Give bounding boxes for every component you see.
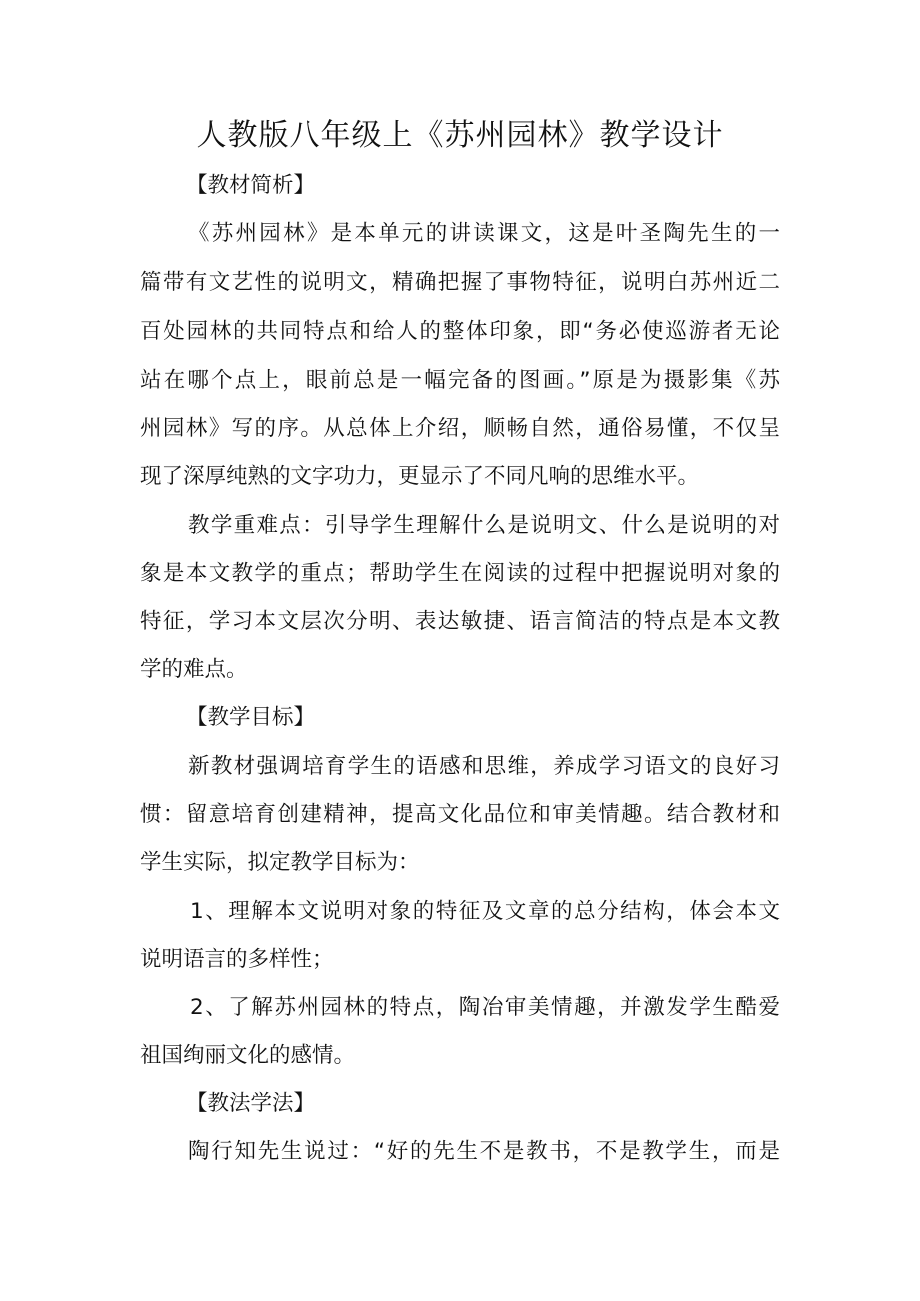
paragraph-line: 篇带有文艺性的说明文，精确把握了事物特征，说明白苏州近二 [140,270,780,295]
paragraph-line: 现了深厚纯熟的文字功力，更显示了不同凡响的思维水平。 [140,464,700,489]
paragraph-line: 象是本文教学的重点；帮助学生在阅读的过程中把握说明对象的 [140,561,780,586]
paragraph-line: 特征，学习本文层次分明、表达敏捷、语言简洁的特点是本文教 [140,609,780,634]
paragraph-line: 学生实际，拟定教学目标为： [140,850,420,875]
document-title: 人教版八年级上《苏州园林》教学设计 [196,118,724,153]
paragraph-line: 学的难点。 [140,657,248,682]
paragraph-line: 州园林》写的序。从总体上介绍，顺畅自然，通俗易懂，不仅呈 [140,416,780,441]
paragraph-line: 陶行知先生说过：“好的先生不是教书，不是教学生，而是 [188,1139,780,1164]
paragraph-line: 说明语言的多样性； [140,947,334,972]
goal-item-2: 2、了解苏州园林的特点，陶冶审美情趣，并激发学生酷爱 [190,995,780,1020]
paragraph-line: 站在哪个点上，眼前总是一幅完备的图画。”原是为摄影集《苏 [140,368,780,393]
paragraph-line: 百处园林的共同特点和给人的整体印象，即“务必使巡游者无论 [140,319,780,344]
section-heading-methods: 【教法学法】 [186,1091,316,1116]
paragraph-line: 教学重难点：引导学生理解什么是说明文、什么是说明的对 [188,513,780,538]
section-heading-analysis: 【教材简析】 [186,173,316,198]
paragraph-line: 新教材强调培育学生的语感和思维，养成学习语文的良好习 [188,754,780,779]
paragraph-line: 《苏州园林》是本单元的讲读课文，这是叶圣陶先生的一 [188,221,780,246]
section-heading-goals: 【教学目标】 [186,705,316,730]
paragraph-line: 祖国绚丽文化的感情。 [140,1043,356,1068]
paragraph-line: 惯：留意培育创建精神，提高文化品位和审美情趣。结合教材和 [140,802,780,827]
goal-item-1: 1、理解本文说明对象的特征及文章的总分结构，体会本文 [190,899,780,924]
